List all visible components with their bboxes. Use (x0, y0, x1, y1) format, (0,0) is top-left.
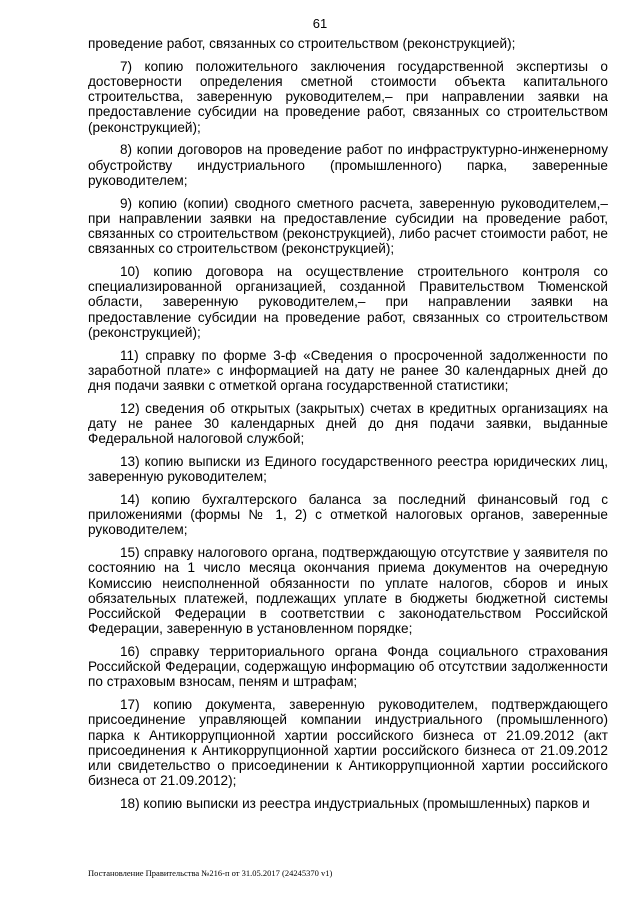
paragraph-continuation: проведение работ, связанных со строительством (реконструкцией); (88, 36, 516, 51)
list-item-13: 13) копию выписки из Единого государственного реестра юридических лиц, заверенную руководителем; (88, 454, 608, 485)
list-item-11: 11) справку по форме 3-ф «Сведения о просроченной задолженности по заработной плате» с информацией на дату не ранее 30 календарных дней до дня подачи заявки с отметкой органа государственной статистики; (88, 347, 608, 394)
list-item-18: 18) копию выписки из реестра индустриальных (промышленных) парков и (120, 796, 590, 812)
list-item-8: 8) копии договоров на проведение работ по инфраструктурно-инженерному обустройству индустриального (промышленного) парка, заверенные руководителем; (88, 142, 608, 188)
list-item-12: 12) сведения об открытых (закрытых) счетах в кредитных организациях на дату не ранее 30 календарных дней до дня подачи заявки, выданные Федеральной налоговой службой; (88, 400, 608, 447)
list-item-16: 16) справку территориального органа Фонда социального страхования Российской Федерации, содержащую информацию об отсутствии задолженности по страховым взносам, пеням и штрафам; (88, 644, 608, 690)
list-item-14: 14) копию бухгалтерского баланса за последний финансовый год с приложениями (формы № 1, 2) с отметкой налоговых органов, заверенные руководителем; (88, 492, 608, 538)
page-number: 61 (312, 16, 328, 31)
list-item-17: 17) копию документа, заверенную руководителем, подтверждающего присоединение управляющей компании индустриального (промышленного) парка к Антикоррупционной хартии российского бизнеса от 21.09.2012 (акт присоединения к Антикоррупционной хартии российского бизнеса от 21.09.2012 или свидетельство о присоединении к Антикоррупционной хартии российского бизнеса от 21.09.2012); (88, 697, 608, 789)
list-item-7: 7) копию положительного заключения государственной экспертизы о достоверности определения сметной стоимости объекта капитального строительства, заверенную руководителем,– при направлении заявки на предоставление субсидии на проведение работ, связанных со строительством (реконструкцией); (88, 58, 608, 135)
document-footer: Постановление Правительства №216-п от 31.05.2017 (24245370 v1) (88, 868, 333, 878)
list-item-15: 15) справку налогового органа, подтверждающую отсутствие у заявителя по состоянию на 1 число месяца окончания приема документов на очередную Комиссию неисполненной обязанности по уплате налогов, сборов и иных обязательных платежей, подлежащих уплате в бюджеты бюджетной системы Российской Федерации в соответствии с законодательством Российской Федерации, заверенную в установленном порядке; (88, 545, 608, 637)
document-body (88, 36, 608, 811)
list-item-9: 9) копию (копии) сводного сметного расчета, заверенную руководителем,– при направлении заявки на предоставление субсидии на проведение работ, связанных со строительством (реконструкцией), либо расчет стоимости работ, не связанных со строительством (реконструкцией); (88, 195, 608, 257)
list-item-10: 10) копию договора на осуществление строительного контроля со специализированной организацией, созданной Правительством Тюменской области, заверенную руководителем,– при направлении заявки на предоставление субсидии на проведение работ, связанных со строительством (реконструкцией); (88, 264, 608, 340)
